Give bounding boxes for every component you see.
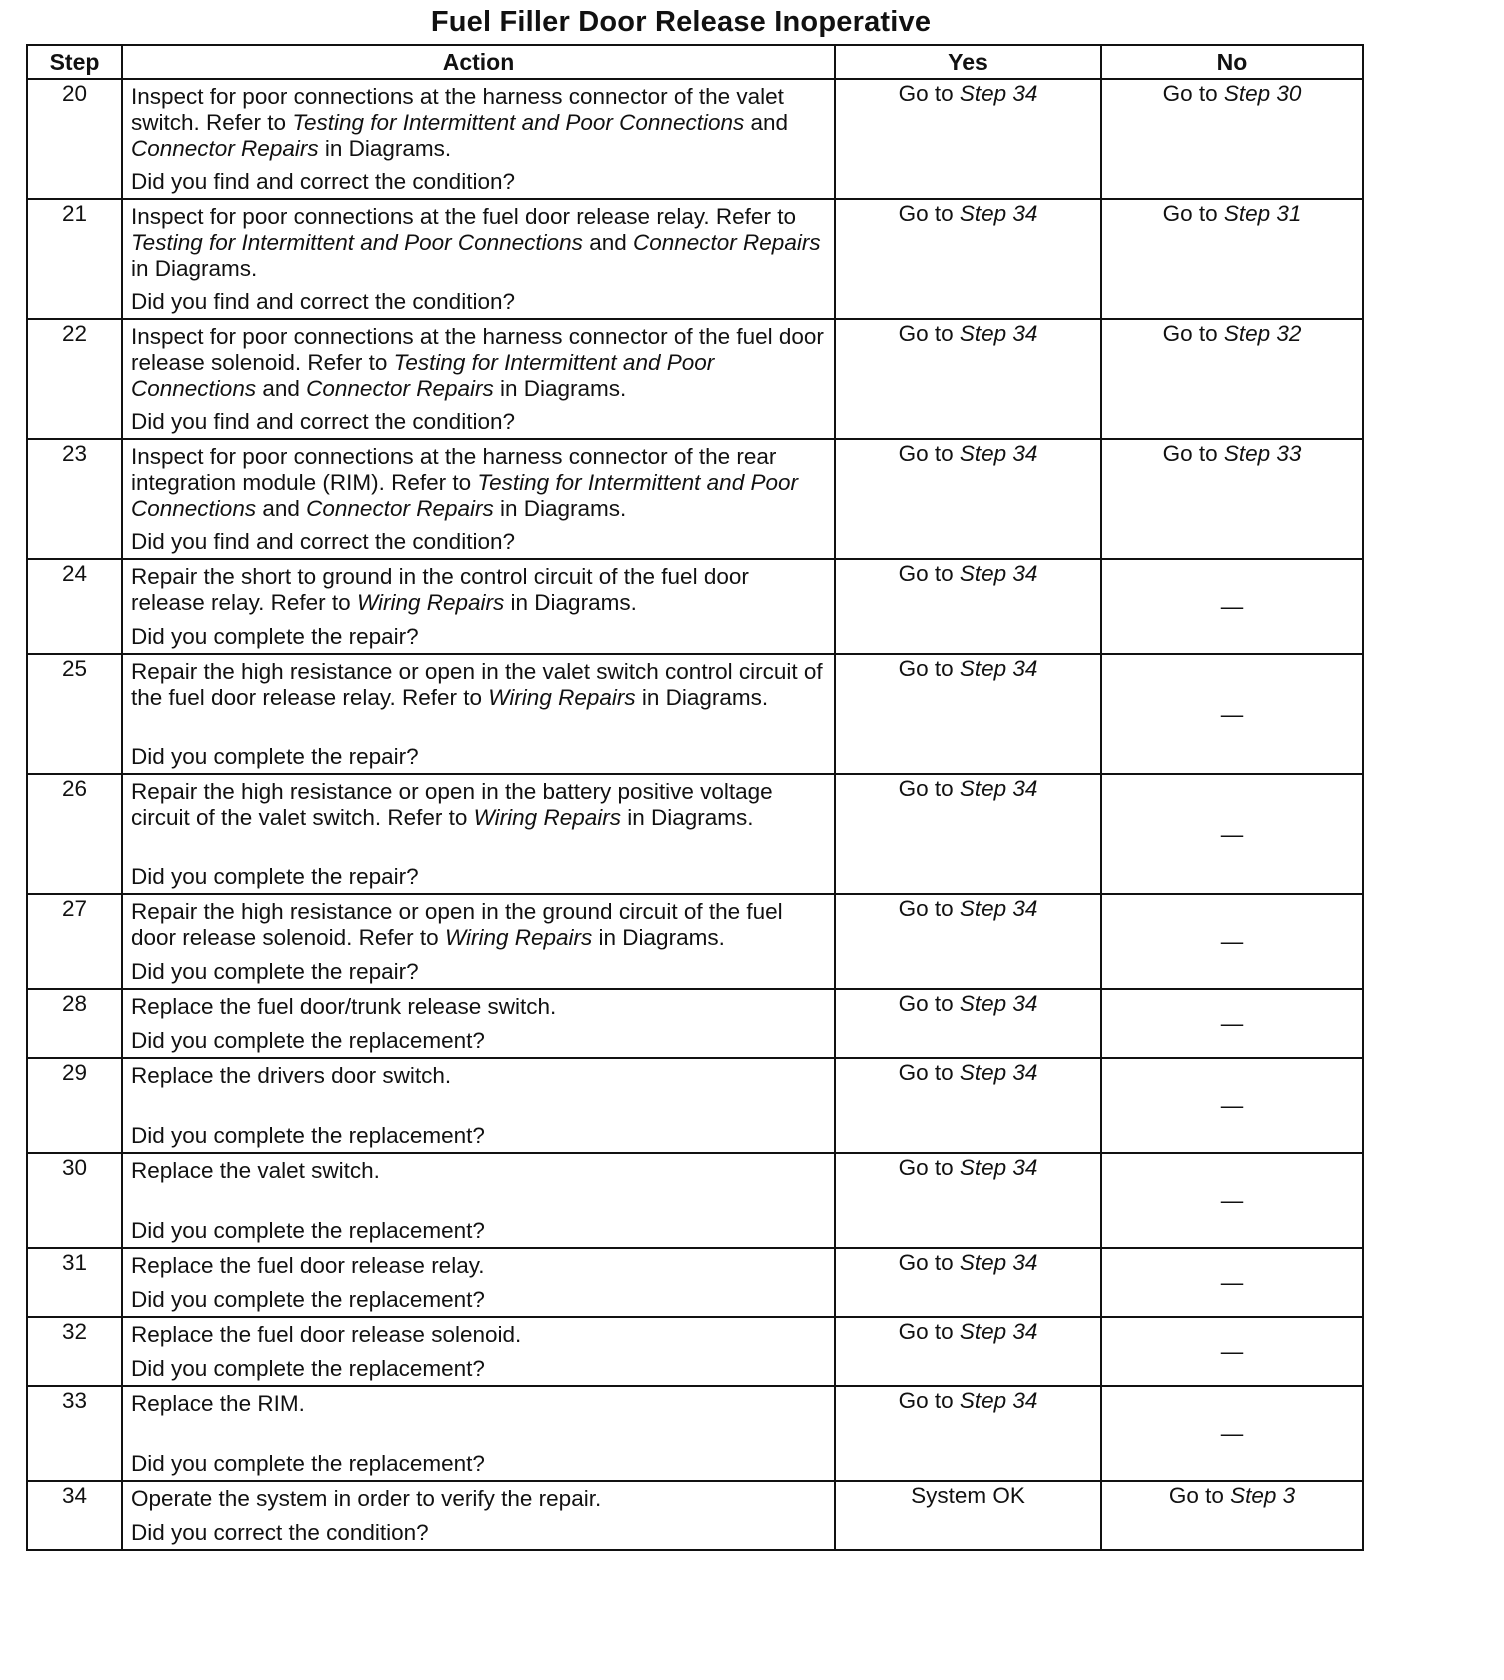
step-number: 20 bbox=[27, 79, 122, 199]
text-run: Go to bbox=[898, 1155, 960, 1180]
header-yes: Yes bbox=[835, 45, 1101, 79]
action-instruction bbox=[131, 1154, 826, 1184]
action-instruction bbox=[131, 320, 826, 402]
action-cell bbox=[122, 79, 835, 199]
text-run: Go to bbox=[1168, 1483, 1231, 1508]
text-run: and bbox=[256, 496, 307, 521]
reference-text: Wiring Repairs bbox=[356, 590, 505, 615]
text-run: Go to bbox=[898, 776, 960, 801]
action-cell bbox=[122, 654, 835, 774]
step-number: 22 bbox=[27, 319, 122, 439]
header-no: No bbox=[1101, 45, 1363, 79]
reference-text: Testing for Intermittent and Poor Connections bbox=[131, 230, 583, 255]
action-cell bbox=[122, 199, 835, 319]
action-question: Did you complete the replacement? bbox=[131, 1451, 485, 1476]
no-result bbox=[1101, 989, 1363, 1058]
no-result bbox=[1101, 654, 1363, 774]
text-run: Go to bbox=[898, 81, 960, 106]
text-run: Replace the valet switch. bbox=[131, 1158, 380, 1183]
action-cell bbox=[122, 774, 835, 894]
text-run: Inspect for poor connections at the harness connector of the fuel door release solenoid. Refer to bbox=[131, 324, 824, 375]
table-row bbox=[27, 894, 1363, 989]
text-run: Go to bbox=[898, 201, 960, 226]
page-title: Fuel Filler Door Release Inoperative bbox=[430, 6, 932, 38]
text-run: in Diagrams. bbox=[620, 805, 754, 830]
action-instruction bbox=[131, 1387, 826, 1417]
action-question: Did you complete the repair? bbox=[131, 959, 419, 984]
reference-text: Step 34 bbox=[959, 1388, 1038, 1413]
reference-text: Step 34 bbox=[959, 321, 1038, 346]
text-run: — bbox=[1220, 1421, 1244, 1446]
no-result bbox=[1101, 1248, 1363, 1317]
header-action: Action bbox=[122, 45, 835, 79]
no-result bbox=[1101, 559, 1363, 654]
text-run: — bbox=[1220, 1339, 1244, 1364]
action-content bbox=[131, 1059, 826, 1152]
text-run: in Diagrams. bbox=[635, 685, 769, 710]
action-question: Did you find and correct the condition? bbox=[131, 289, 515, 314]
text-run: — bbox=[1220, 701, 1244, 727]
step-number: 30 bbox=[27, 1153, 122, 1248]
text-run: Replace the RIM. bbox=[131, 1391, 305, 1416]
action-content bbox=[131, 320, 826, 438]
action-instruction bbox=[131, 1318, 826, 1348]
yes-result bbox=[835, 1058, 1101, 1153]
step-number: 23 bbox=[27, 439, 122, 559]
reference-text: Step 34 bbox=[959, 991, 1038, 1016]
table-row bbox=[27, 1317, 1363, 1386]
text-run: Go to bbox=[898, 321, 960, 346]
action-content bbox=[131, 775, 826, 893]
yes-result bbox=[835, 559, 1101, 654]
action-question: Did you complete the replacement? bbox=[131, 1218, 485, 1243]
text-run: Go to bbox=[898, 561, 960, 586]
table-row bbox=[27, 79, 1363, 199]
action-question: Did you find and correct the condition? bbox=[131, 169, 515, 194]
action-cell bbox=[122, 1153, 835, 1248]
action-question: Did you complete the replacement? bbox=[131, 1356, 485, 1381]
text-run: Go to bbox=[898, 1388, 960, 1413]
step-number: 27 bbox=[27, 894, 122, 989]
reference-text: Step 34 bbox=[959, 81, 1038, 106]
text-run: — bbox=[1220, 1270, 1244, 1295]
action-instruction bbox=[131, 560, 826, 616]
text-run: — bbox=[1220, 821, 1244, 847]
action-instruction bbox=[131, 895, 826, 951]
text-run: in Diagrams. bbox=[493, 496, 627, 521]
table-row bbox=[27, 654, 1363, 774]
action-content bbox=[131, 1318, 826, 1385]
no-result bbox=[1101, 894, 1363, 989]
reference-text: Step 32 bbox=[1223, 321, 1302, 346]
text-run: Go to bbox=[1162, 81, 1224, 106]
yes-result bbox=[835, 1317, 1101, 1386]
reference-text: Step 3 bbox=[1230, 1483, 1296, 1508]
step-number: 31 bbox=[27, 1248, 122, 1317]
text-run: Replace the drivers door switch. bbox=[131, 1063, 452, 1088]
yes-result bbox=[835, 1386, 1101, 1481]
action-content bbox=[131, 560, 826, 653]
yes-result bbox=[835, 319, 1101, 439]
text-run: in Diagrams. bbox=[318, 136, 452, 161]
table-row bbox=[27, 1058, 1363, 1153]
text-run: — bbox=[1220, 1011, 1244, 1036]
no-result bbox=[1101, 439, 1363, 559]
text-run: and bbox=[582, 230, 633, 255]
no-result bbox=[1101, 1153, 1363, 1248]
text-run: Repair the high resistance or open in the battery positive voltage circuit of the valet switch. Refer to bbox=[131, 779, 773, 830]
reference-text: Step 31 bbox=[1223, 201, 1302, 226]
yes-result bbox=[835, 989, 1101, 1058]
reference-text: Step 34 bbox=[959, 896, 1038, 921]
yes-result bbox=[835, 1248, 1101, 1317]
action-question: Did you complete the replacement? bbox=[131, 1028, 485, 1053]
action-question: Did you find and correct the condition? bbox=[131, 409, 515, 434]
action-instruction bbox=[131, 80, 826, 162]
step-number: 33 bbox=[27, 1386, 122, 1481]
text-run: System OK bbox=[911, 1483, 1025, 1508]
text-run: and bbox=[744, 110, 789, 135]
step-number: 34 bbox=[27, 1481, 122, 1550]
text-run: Go to bbox=[1162, 441, 1224, 466]
text-run: in Diagrams. bbox=[131, 256, 258, 281]
action-question: Did you correct the condition? bbox=[131, 1520, 429, 1545]
text-run: Operate the system in order to verify the repair. bbox=[131, 1486, 602, 1511]
no-result bbox=[1101, 1481, 1363, 1550]
step-number: 26 bbox=[27, 774, 122, 894]
action-instruction bbox=[131, 200, 826, 282]
no-result bbox=[1101, 1058, 1363, 1153]
action-question: Did you complete the repair? bbox=[131, 864, 419, 889]
reference-text: Connector Repairs bbox=[632, 230, 821, 255]
table-row bbox=[27, 319, 1363, 439]
action-question: Did you complete the replacement? bbox=[131, 1287, 485, 1312]
table-row bbox=[27, 774, 1363, 894]
text-run: — bbox=[1220, 594, 1244, 619]
reference-text: Step 34 bbox=[959, 561, 1038, 586]
reference-text: Step 34 bbox=[959, 1155, 1038, 1180]
reference-text: Step 34 bbox=[959, 776, 1038, 801]
step-number: 28 bbox=[27, 989, 122, 1058]
yes-result bbox=[835, 894, 1101, 989]
text-run: Repair the high resistance or open in the ground circuit of the fuel door release solenoid. Refer to bbox=[131, 899, 783, 950]
action-question: Did you complete the replacement? bbox=[131, 1123, 485, 1148]
reference-text: Connector Repairs bbox=[131, 136, 319, 161]
step-number: 24 bbox=[27, 559, 122, 654]
text-run: Replace the fuel door release relay. bbox=[131, 1253, 485, 1278]
no-result bbox=[1101, 1317, 1363, 1386]
text-run: Go to bbox=[898, 441, 960, 466]
header-step: Step bbox=[27, 45, 122, 79]
text-run: Replace the fuel door/trunk release switch. bbox=[131, 994, 557, 1019]
reference-text: Wiring Repairs bbox=[444, 925, 593, 950]
yes-result bbox=[835, 774, 1101, 894]
text-run: — bbox=[1220, 1093, 1244, 1118]
action-content bbox=[131, 895, 826, 988]
reference-text: Connector Repairs bbox=[306, 496, 494, 521]
text-run: Go to bbox=[1162, 321, 1224, 346]
reference-text: Step 33 bbox=[1223, 441, 1302, 466]
step-number: 29 bbox=[27, 1058, 122, 1153]
text-run: Go to bbox=[898, 656, 960, 681]
text-run: Go to bbox=[898, 1060, 960, 1085]
action-cell bbox=[122, 319, 835, 439]
reference-text: Connector Repairs bbox=[306, 376, 494, 401]
action-instruction bbox=[131, 440, 826, 522]
action-content bbox=[131, 440, 826, 558]
text-run: Go to bbox=[898, 1250, 960, 1275]
reference-text: Step 34 bbox=[959, 1319, 1038, 1344]
table-row bbox=[27, 1386, 1363, 1481]
text-run: Repair the short to ground in the control circuit of the fuel door release relay. Refer to bbox=[131, 564, 749, 615]
action-instruction bbox=[131, 990, 826, 1020]
action-instruction bbox=[131, 1059, 826, 1089]
text-run: Go to bbox=[1162, 201, 1224, 226]
action-cell bbox=[122, 989, 835, 1058]
yes-result bbox=[835, 439, 1101, 559]
reference-text: Testing for Intermittent and Poor Connections bbox=[131, 350, 715, 401]
action-content bbox=[131, 1482, 826, 1549]
step-number: 32 bbox=[27, 1317, 122, 1386]
reference-text: Step 34 bbox=[959, 656, 1038, 681]
action-cell bbox=[122, 1248, 835, 1317]
action-content bbox=[131, 655, 826, 773]
text-run: Inspect for poor connections at the harness connector of the valet switch. Refer to bbox=[131, 84, 784, 135]
reference-text: Step 34 bbox=[959, 441, 1038, 466]
table-row bbox=[27, 199, 1363, 319]
action-cell bbox=[122, 1386, 835, 1481]
action-instruction bbox=[131, 655, 826, 711]
action-instruction bbox=[131, 775, 826, 831]
action-question: Did you find and correct the condition? bbox=[131, 529, 515, 554]
text-run: in Diagrams. bbox=[504, 590, 637, 615]
action-content bbox=[131, 80, 826, 198]
reference-text: Testing for Intermittent and Poor Connections bbox=[131, 470, 798, 521]
action-content bbox=[131, 200, 826, 318]
text-run: in Diagrams. bbox=[493, 376, 627, 401]
diagnostic-table bbox=[26, 44, 1364, 1551]
action-content bbox=[131, 990, 826, 1057]
reference-text: Step 34 bbox=[959, 201, 1038, 226]
action-cell bbox=[122, 439, 835, 559]
yes-result bbox=[835, 654, 1101, 774]
no-result bbox=[1101, 774, 1363, 894]
reference-text: Step 34 bbox=[959, 1060, 1038, 1085]
no-result bbox=[1101, 199, 1363, 319]
table-row bbox=[27, 1248, 1363, 1317]
action-cell bbox=[122, 1317, 835, 1386]
action-instruction bbox=[131, 1249, 826, 1279]
text-run: and bbox=[256, 376, 307, 401]
text-run: Inspect for poor connections at the fuel door release relay. Refer to bbox=[131, 204, 796, 229]
table-row bbox=[27, 1153, 1363, 1248]
yes-result bbox=[835, 79, 1101, 199]
no-result bbox=[1101, 319, 1363, 439]
text-run: Go to bbox=[898, 896, 960, 921]
table-header-row bbox=[27, 45, 1363, 79]
text-run: Inspect for poor connections at the harness connector of the rear integration module (RIM). Refer to bbox=[131, 444, 777, 495]
reference-text: Wiring Repairs bbox=[488, 685, 636, 710]
step-number: 25 bbox=[27, 654, 122, 774]
text-run: — bbox=[1220, 1188, 1244, 1213]
table-row bbox=[27, 989, 1363, 1058]
step-number: 21 bbox=[27, 199, 122, 319]
no-result bbox=[1101, 79, 1363, 199]
action-cell bbox=[122, 559, 835, 654]
reference-text: Step 34 bbox=[959, 1250, 1038, 1275]
action-content bbox=[131, 1249, 826, 1316]
action-cell bbox=[122, 1481, 835, 1550]
action-cell bbox=[122, 1058, 835, 1153]
text-run: — bbox=[1220, 929, 1244, 954]
yes-result bbox=[835, 199, 1101, 319]
action-content bbox=[131, 1154, 826, 1247]
text-run: Replace the fuel door release solenoid. bbox=[131, 1322, 522, 1347]
no-result bbox=[1101, 1386, 1363, 1481]
yes-result bbox=[835, 1481, 1101, 1550]
table-row bbox=[27, 559, 1363, 654]
reference-text: Testing for Intermittent and Poor Connections bbox=[292, 110, 745, 135]
table-row bbox=[27, 1481, 1363, 1550]
action-question: Did you complete the repair? bbox=[131, 744, 419, 769]
action-content bbox=[131, 1387, 826, 1480]
text-run: in Diagrams. bbox=[592, 925, 725, 950]
action-cell bbox=[122, 894, 835, 989]
text-run: Repair the high resistance or open in the valet switch control circuit of the fuel door release relay. Refer to bbox=[131, 659, 823, 710]
table-row bbox=[27, 439, 1363, 559]
action-instruction bbox=[131, 1482, 826, 1512]
text-run: Go to bbox=[898, 991, 960, 1016]
text-run: Go to bbox=[898, 1319, 960, 1344]
reference-text: Wiring Repairs bbox=[473, 805, 621, 830]
reference-text: Step 30 bbox=[1223, 81, 1302, 106]
yes-result bbox=[835, 1153, 1101, 1248]
action-question: Did you complete the repair? bbox=[131, 624, 419, 649]
